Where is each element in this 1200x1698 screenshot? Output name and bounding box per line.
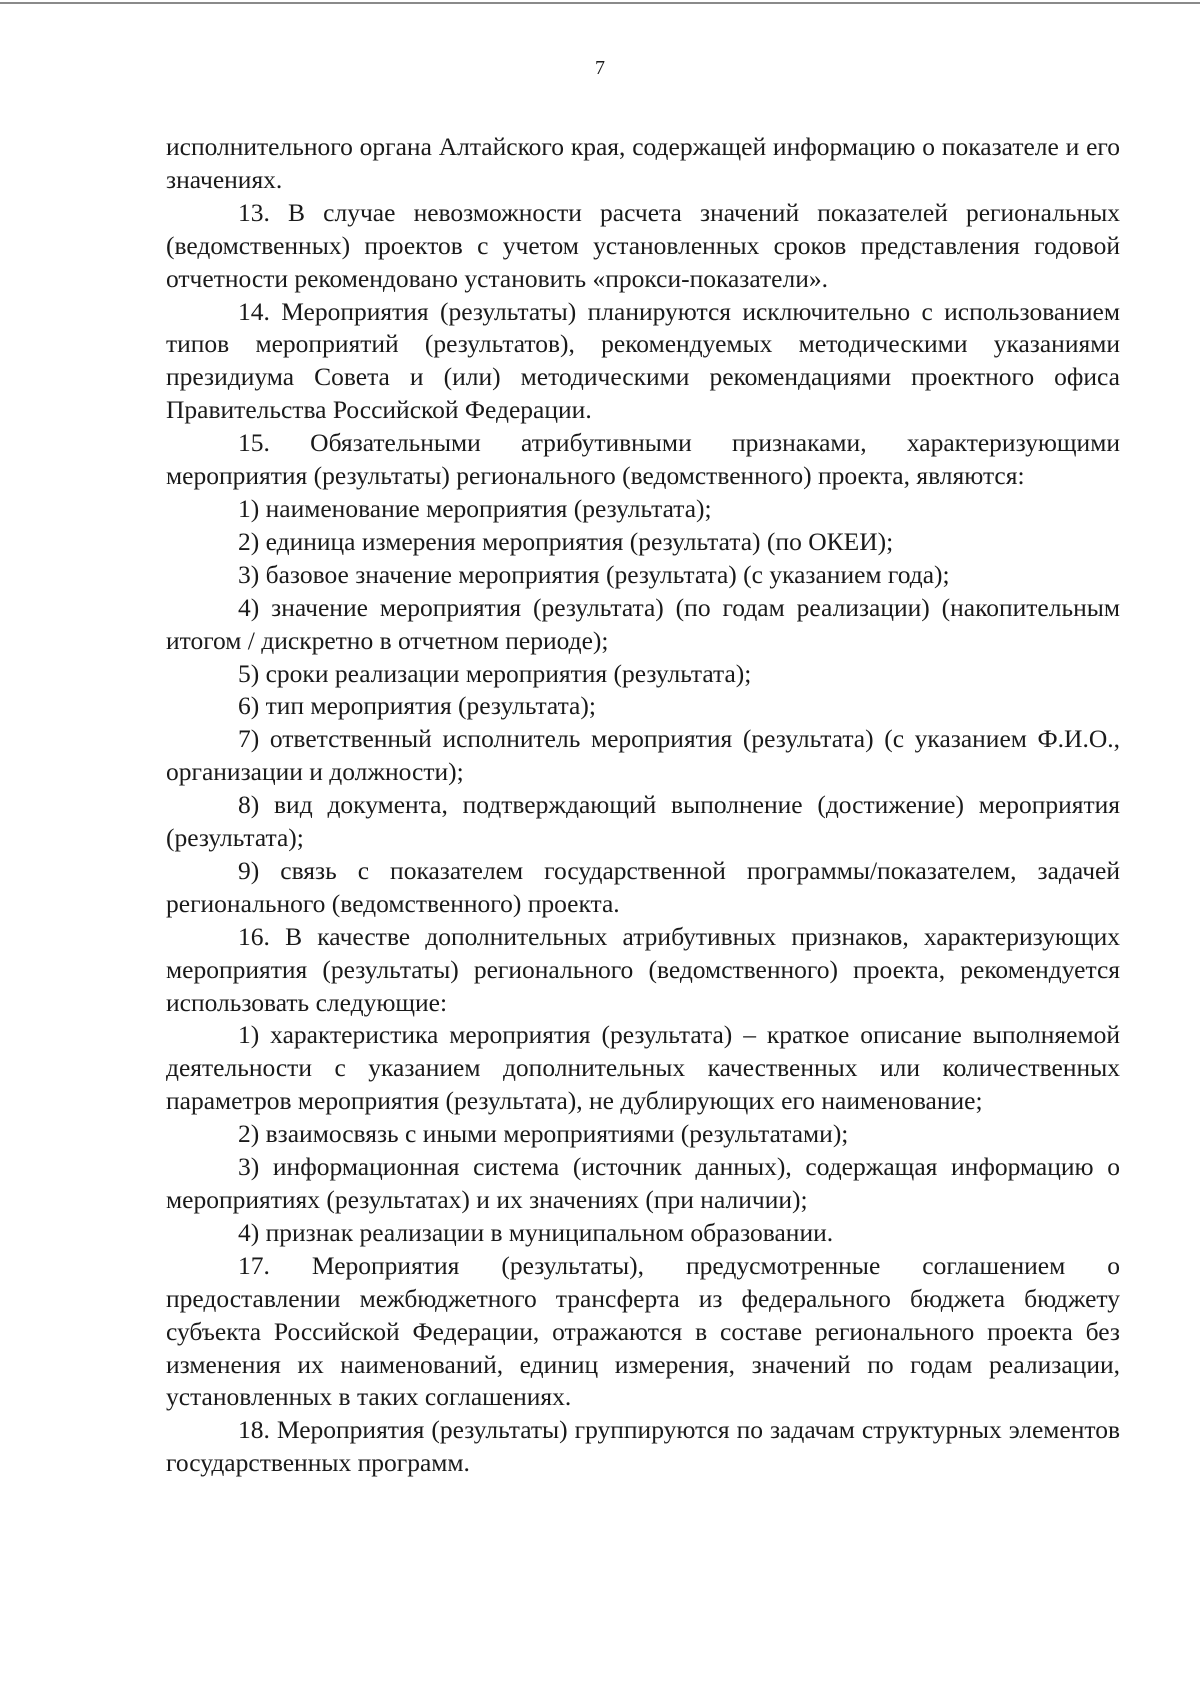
list-item-16-3: 3) информационная система (источник данных), содержащая информацию о мероприятиях (результатах) и их значениях (при наличии); [166,1152,1120,1214]
paragraph-item-16: 16. В качестве дополнительных атрибутивных признаков, характеризующих мероприятия (результаты) регионального (ведомственного) проекта, рекомендуется использовать следующие: [166,921,1120,1017]
scan-top-edge-line [0,2,1200,4]
list-item-15-5: 5) сроки реализации мероприятия (результата); [238,658,752,688]
list-item-15-3: 3) базовое значение мероприятия (результата) (с указанием года); [238,559,950,589]
list-item-15-2: 2) единица измерения мероприятия (результата) (по ОКЕИ); [238,526,894,556]
paragraph-item-15: 15. Обязательными атрибутивными признаками, характеризующими мероприятия (результаты) регионального (ведомственного) проекта, являются: [166,428,1120,491]
list-item-15-4: 4) значение мероприятия (результата) (по годам реализации) (накопительным итогом / дискретно в отчетном периоде); [166,592,1120,655]
paragraph-continuation: исполнительного органа Алтайского края, содержащей информацию о показателе и его значениях. [166,132,1120,194]
list-item-15-9: 9) связь с показателем государственной программы/показателем, задачей регионального (ведомственного) проекта. [166,855,1120,918]
document-body [166,131,1120,1480]
list-item-16-1: 1) характеристика мероприятия (результата) – краткое описание выполняемой деятельности с указанием дополнительных качественных или количественных параметров мероприятия (результата), не дублирующих его наименование; [166,1020,1120,1116]
list-item-15-6: 6) тип мероприятия (результата); [238,691,596,721]
paragraph-item-14: 14. Мероприятия (результаты) планируются исключительно с использованием типов мероприятий (результатов), рекомендуемых методическими указаниями президиума Совета и (или) методическими рекомендациями проектного офиса Правительства Российской Федерации. [166,296,1120,425]
list-item-15-8: 8) вид документа, подтверждающий выполнение (достижение) мероприятия (результата); [166,790,1120,853]
paragraph-item-13: 13. В случае невозможности расчета значений показателей региональных (ведомственных) проектов с учетом установленных сроков представления годовой отчетности рекомендовано установить «прокси-показатели». [166,197,1120,293]
page-number: 7 [595,57,605,79]
paragraph-item-17: 17. Мероприятия (результаты), предусмотренные соглашением о предоставлении межбюджетного трансферта из федерального бюджета бюджету субъекта Российской Федерации, отражаются в составе регионального проекта без изменения их наименований, единиц измерения, значений по годам реализации, установленных в таких соглашениях. [166,1250,1120,1412]
list-item-16-4: 4) признак реализации в муниципальном образовании. [238,1217,834,1247]
list-item-15-1: 1) наименование мероприятия (результата); [238,493,712,523]
paragraph-item-18: 18. Мероприятия (результаты) группируются по задачам структурных элементов государственных программ. [166,1415,1120,1478]
list-item-15-7: 7) ответственный исполнитель мероприятия (результата) (с указанием Ф.И.О., организации и должности); [166,724,1120,787]
list-item-16-2: 2) взаимосвязь с иными мероприятиями (результатами); [238,1119,849,1149]
